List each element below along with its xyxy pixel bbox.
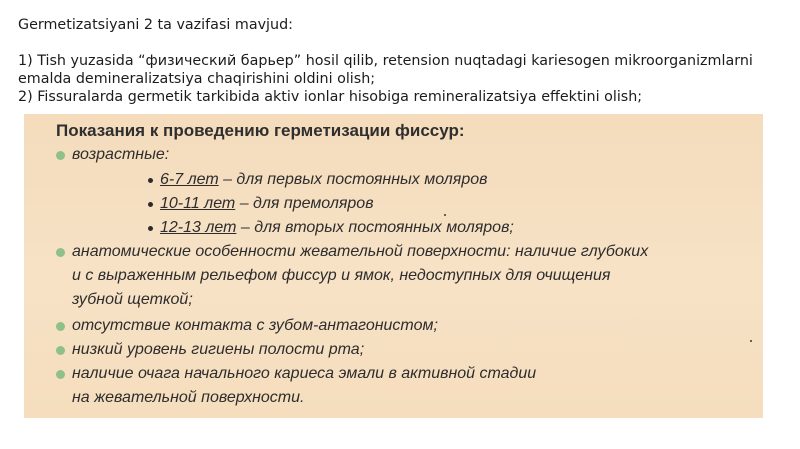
age-item-3: [160, 217, 514, 239]
intro-title: Germetizatsiyani 2 ta vazifasi mavjud:: [18, 17, 293, 33]
bullet-green-icon: [56, 322, 65, 331]
age-item-1-age: 6-7 лет: [160, 171, 219, 188]
intro-text: [18, 16, 788, 106]
intro-line-1: 1) Tish yuzasida “физический барьер” hosil qilib, retension nuqtadagi kariesogen mikroorganizmlarni: [18, 53, 753, 69]
caries-line-2: на жевательной поверхности.: [72, 389, 305, 406]
speck-mark: [444, 214, 446, 216]
age-item-1: [160, 169, 487, 191]
panel-heading: Показания к проведению герметизации фиссур:: [56, 121, 465, 140]
age-item-2-age: 10-11 лет: [160, 195, 236, 212]
bullet-green-icon: [56, 346, 65, 355]
speck-mark: [750, 340, 752, 342]
anatomy-line-2: и с выраженным рельефом фиссур и ямок, недоступных для очищения: [72, 267, 611, 284]
age-item-2-text: – для премоляров: [235, 195, 374, 212]
indications-panel: [24, 114, 763, 418]
bullet-black-icon: [148, 202, 153, 207]
bullet-black-icon: [148, 178, 153, 183]
caries-line-1: наличие очага начального кариеса эмали в активной стадии: [72, 365, 537, 382]
anatomy-line-3: зубной щеткой;: [72, 291, 193, 308]
age-item-3-text: – для вторых постоянных моляров;: [236, 219, 514, 236]
anatomy-line-1: анатомические особенности жевательной поверхности: наличие глубоких: [72, 243, 649, 260]
age-item-1-text: – для первых постоянных моляров: [218, 171, 488, 188]
intro-line-3: 2) Fissuralarda germetik tarkibida aktiv ionlar hisobiga remineralizatsiya effektini olish;: [18, 89, 643, 105]
hygiene-item: низкий уровень гигиены полости рта;: [72, 341, 365, 358]
bullet-black-icon: [148, 226, 153, 231]
bullet-green-icon: [56, 151, 65, 160]
age-item-2: [160, 193, 374, 215]
age-item-3-age: 12-13 лет: [160, 219, 237, 236]
bullet-green-icon: [56, 248, 65, 257]
age-label: возрастные:: [72, 146, 170, 163]
bullet-green-icon: [56, 370, 65, 379]
no-contact-item: отсутствие контакта с зубом-антагонистом;: [72, 317, 438, 334]
intro-line-2: emalda demineralizatsiya chaqirishini oldini olish;: [18, 71, 376, 87]
